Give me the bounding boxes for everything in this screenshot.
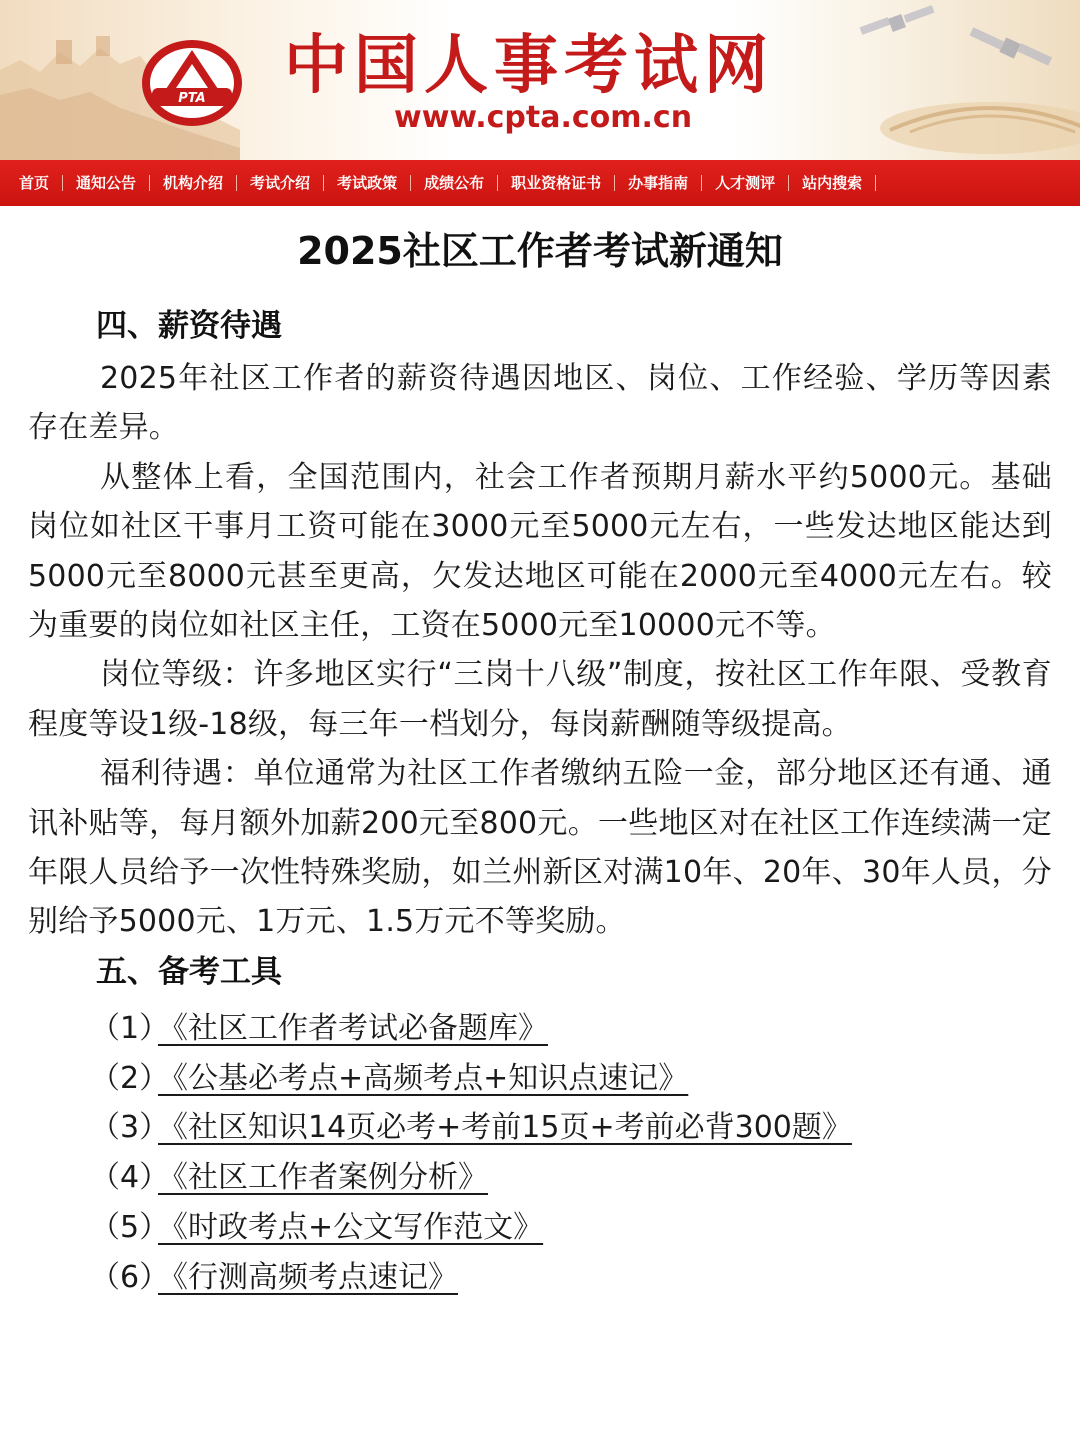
tool-number: （1）: [90, 1010, 170, 1046]
tool-link[interactable]: 《社区知识14页必考+考前15页+考前必背300题》: [158, 1110, 852, 1146]
pta-logo: [140, 38, 244, 128]
paragraph-benefits: 福利待遇：单位通常为社区工作者缴纳五险一金，部分地区还有通、通讯补贴等，每月额外加薪200元至800元。一些地区对在社区工作连续满一定年限人员给予一次性特殊奖励，如兰州新区对满10年、20年、30年人员，分别给予5000元、1万元、1.5万元不等奖励。: [28, 756, 1052, 940]
tool-number: （2）: [90, 1060, 170, 1096]
tool-number: （6）: [90, 1259, 170, 1295]
article-body: [28, 354, 1052, 947]
nav-item-search[interactable]: 站内搜索: [789, 175, 876, 191]
study-tools-list: [90, 1000, 1050, 1299]
nav-item-certificates[interactable]: 职业资格证书: [498, 175, 615, 191]
article-title: 2025社区工作者考试新通知: [297, 229, 783, 273]
stadium-satellite-illustration: [820, 0, 1080, 160]
section-heading-salary: 四、薪资待遇: [96, 308, 282, 344]
tool-link[interactable]: 《公基必考点+高频考点+知识点速记》: [158, 1060, 689, 1096]
nav-item-assessment[interactable]: 人才测评: [702, 175, 789, 191]
tool-link[interactable]: 《时政考点+公文写作范文》: [158, 1210, 544, 1246]
logo-text: PTA: [178, 91, 206, 106]
site-url[interactable]: www.cpta.com.cn: [394, 100, 693, 135]
list-item: [90, 1050, 1050, 1100]
tool-link[interactable]: 《社区工作者考试必备题库》: [158, 1010, 548, 1046]
nav-item-exam-intro[interactable]: 考试介绍: [237, 175, 324, 191]
nav-item-notices[interactable]: 通知公告: [63, 175, 150, 191]
nav-item-exam-policy[interactable]: 考试政策: [324, 175, 411, 191]
site-title: 中国人事考试网: [284, 29, 774, 103]
nav-item-scores[interactable]: 成绩公布: [411, 175, 498, 191]
tool-link[interactable]: 《行测高频考点速记》: [158, 1259, 458, 1295]
list-item: [90, 1100, 1050, 1150]
tool-number: （4）: [90, 1160, 170, 1196]
tool-number: （5）: [90, 1210, 170, 1246]
list-item: [90, 1199, 1050, 1249]
nav-item-home[interactable]: 首页: [6, 175, 63, 191]
list-item: [90, 1149, 1050, 1199]
list-item: [90, 1249, 1050, 1299]
paragraph-salary-overview: 从整体上看，全国范围内，社会工作者预期月薪水平约5000元。基础岗位如社区干事月工资可能在3000元至5000元左右，一些发达地区能达到5000元至8000元甚至更高，欠发达地区可能在2000元至4000元左右。较为重要的岗位如社区主任，工资在5000元至10000元不等。: [28, 459, 1052, 644]
main-nav: [0, 160, 1080, 206]
paragraph-salary-intro: 2025年社区工作者的薪资待遇因地区、岗位、工作经验、学历等因素存在差异。: [28, 361, 1052, 446]
section-heading-tools: 五、备考工具: [96, 954, 282, 990]
tool-link[interactable]: 《社区工作者案例分析》: [158, 1160, 488, 1196]
nav-item-guide[interactable]: 办事指南: [615, 175, 702, 191]
site-header-banner: [0, 0, 1080, 160]
paragraph-job-levels: 岗位等级：许多地区实行“三岗十八级”制度，按社区工作年限、受教育程度等设1级-18级，每三年一档划分，每岗薪酬随等级提高。: [28, 657, 1052, 742]
list-item: [90, 1000, 1050, 1050]
tool-number: （3）: [90, 1110, 170, 1146]
nav-item-about[interactable]: 机构介绍: [150, 175, 237, 191]
